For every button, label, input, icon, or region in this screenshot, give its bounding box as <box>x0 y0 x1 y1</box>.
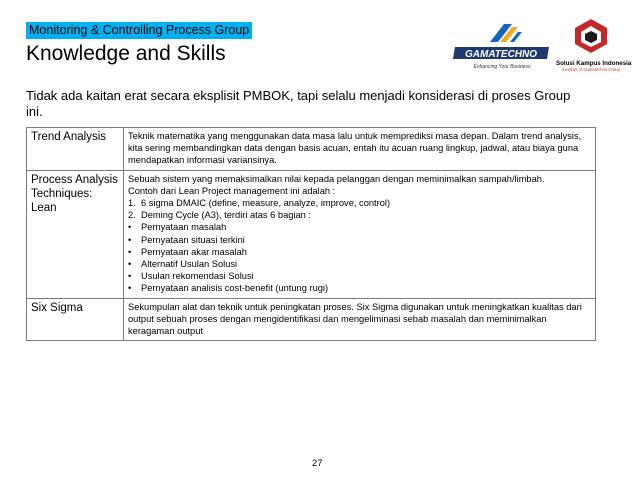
description-paragraph: Sebuah sistem yang memaksimalkan nilai kepada pelanggan dengan meminimalkan sampah/limbah. <box>128 173 545 184</box>
list-item <box>128 246 591 258</box>
list-item <box>128 258 591 270</box>
list-item-text: Pernyataan akar masalah <box>141 246 247 257</box>
term-cell: Process Analysis Techniques: Lean <box>27 170 124 298</box>
list-item <box>128 234 591 246</box>
list-item <box>128 270 591 282</box>
bullet-icon: • <box>128 246 132 257</box>
description-paragraph: Contoh dari Lean Project management ini adalah : <box>128 185 336 196</box>
intro-text: Tidak ada kaitan erat secara eksplisit PMBOK, tapi selalu menjadi konsiderasi di proses Group ini. <box>26 88 571 119</box>
list-item-text: Pernyataan situasi terkini <box>141 234 245 245</box>
list-item-text: Pernyataan analisis cost-benefit (untung rugi) <box>141 283 329 294</box>
gamatechno-logo-text: GAMATECHNO <box>464 49 538 60</box>
term-cell: Six Sigma <box>27 298 124 341</box>
knowledge-skills-table <box>26 127 596 341</box>
solusi-logo-sub: member of Gamatechno Group <box>562 67 620 72</box>
solusi-logo-name: Solusi Kampus Indonesia <box>556 60 632 67</box>
list-marker: 1. <box>128 198 136 209</box>
bullet-icon: • <box>128 259 132 270</box>
bullet-icon: • <box>128 271 132 282</box>
page-title: Knowledge and Skills <box>26 42 226 65</box>
list-item <box>128 209 591 221</box>
description-cell: Sekumpulan alat dan teknik untuk peningkatan proses. Six Sigma digunakan untuk meningkatkan kualitas dari output sebuah proses dengan mengidentifikasi dan mengeliminasi sebab masalah dan meminimalkan keragaman output <box>124 298 596 341</box>
solusi-logo-mark <box>572 18 610 54</box>
bullet-icon: • <box>128 234 132 245</box>
term-cell: Trend Analysis <box>27 128 124 171</box>
bullet-icon: • <box>128 283 132 294</box>
table-row <box>27 170 596 298</box>
list-item <box>128 282 591 294</box>
list-item-text: Alternatif Usulan Solusi <box>141 259 238 270</box>
gamatechno-logo-mark <box>452 18 552 76</box>
list-item-text: 6 sigma DMAIC (define, measure, analyze, improve, control) <box>141 198 391 209</box>
description-cell: Teknik matematika yang menggunakan data masa lalu untuk memprediksi masa depan. Dalam trend analysis, kita sering membandingkan data dengan basis acuan, entah itu acuan ruang lingkup, jadwal, atau biaya guna mendapatkan informasi variansinya. <box>124 128 596 171</box>
table-row <box>27 128 596 171</box>
solusi-logo <box>556 18 632 76</box>
gamatechno-logo <box>452 18 552 76</box>
list-item-text: Pernyataan masalah <box>141 222 227 233</box>
list-item <box>128 221 591 233</box>
page-number: 27 <box>312 458 323 469</box>
list-item-text: Deming Cycle (A3), terdiri atas 6 bagian : <box>141 210 311 221</box>
section-tag: Monitoring & Controlling Process Group <box>26 22 252 39</box>
table-row <box>27 298 596 341</box>
description-cell <box>124 170 596 298</box>
numbered-list <box>128 197 591 221</box>
list-item-text: Usulan rekomendasi Solusi <box>141 271 254 282</box>
bullet-icon: • <box>128 222 132 233</box>
list-item <box>128 197 591 209</box>
bullet-list <box>128 221 591 294</box>
gamatechno-tagline: Enhancing Your Business <box>473 64 531 70</box>
list-marker: 2. <box>128 210 136 221</box>
